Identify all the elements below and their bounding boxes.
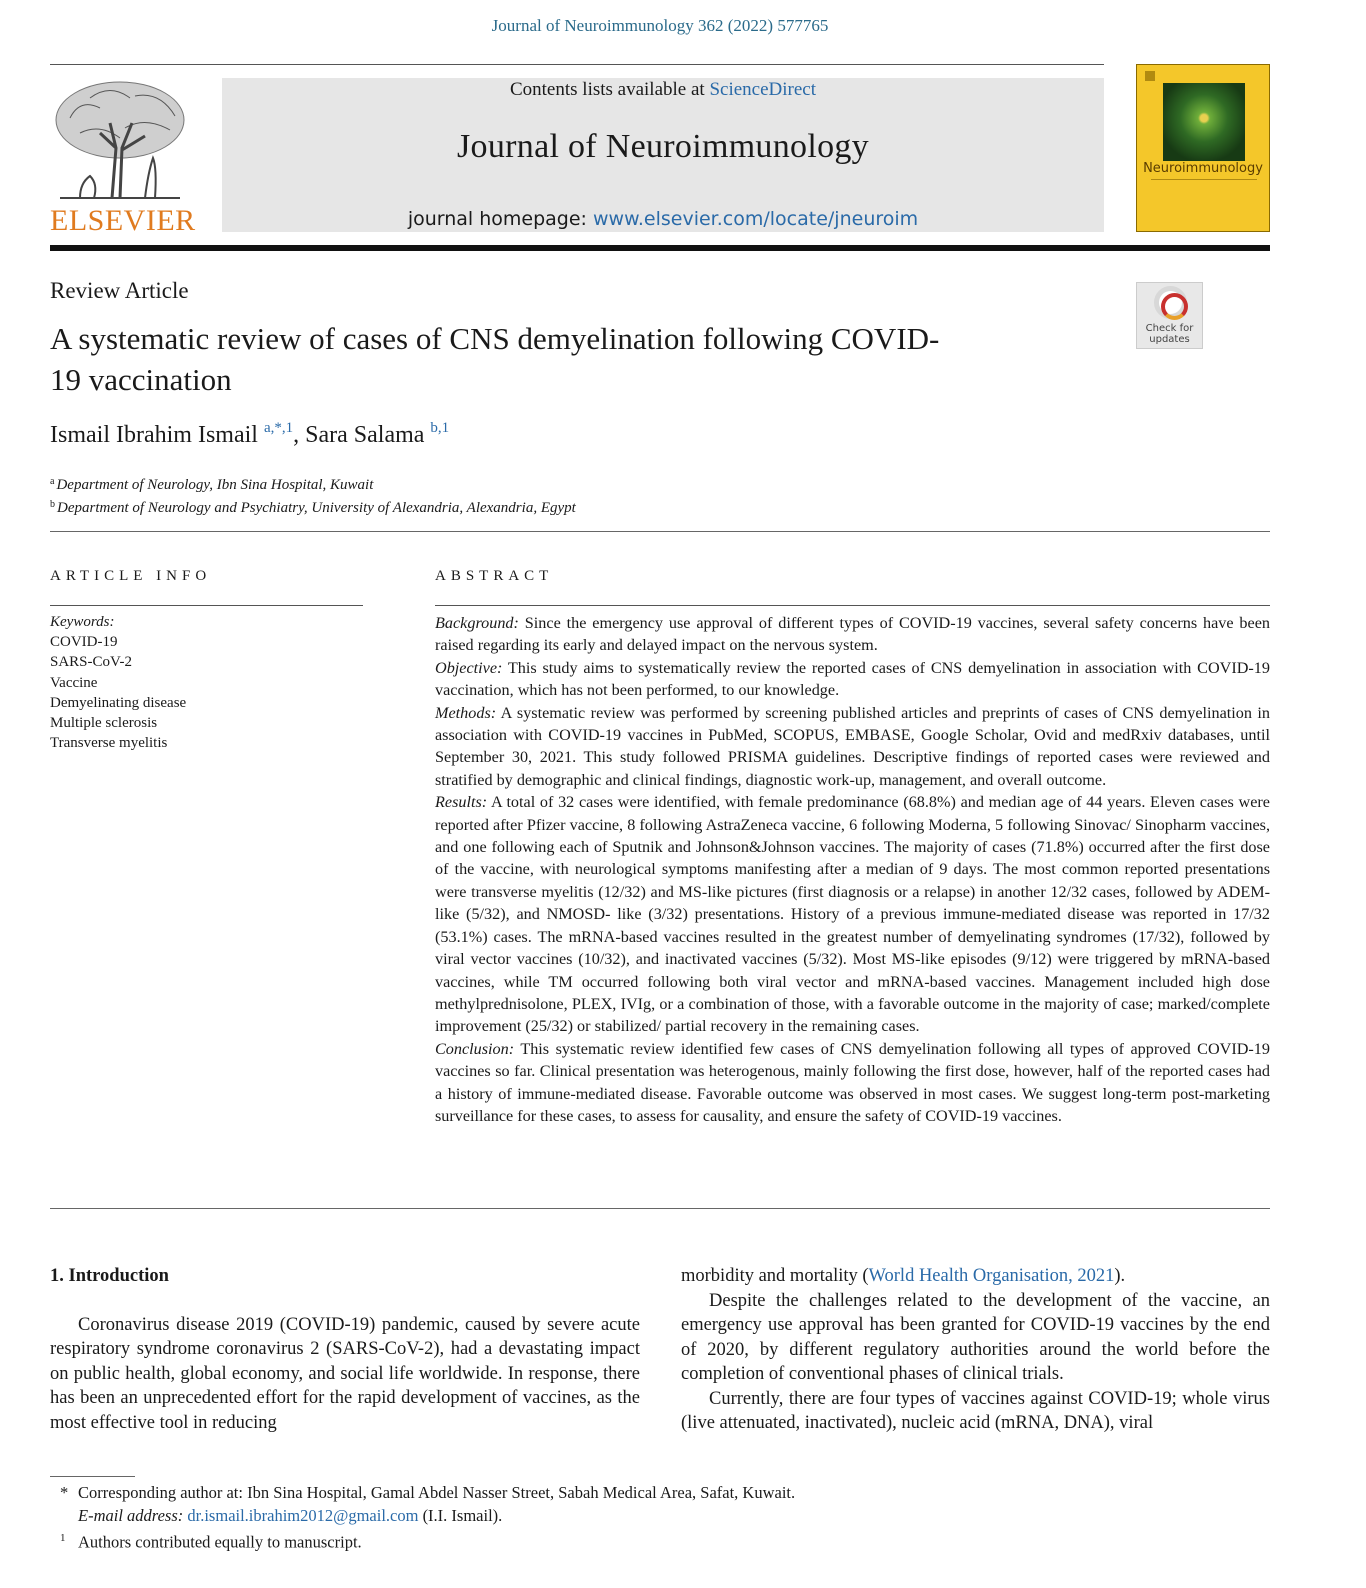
body-paragraph-continuation: morbidity and mortality (World Health Organisation, 2021). [681,1266,1126,1286]
author-name: Ismail Ibrahim Ismail [50,422,258,448]
author-affiliation-link[interactable]: a,*,1 [263,420,294,436]
check-for-updates-button[interactable] [1136,282,1203,349]
affiliation-item: $^b$ Department of Neurology and Psychiatry, University of Alexandria, Alexandria, Egypt [50,499,576,516]
journal-title: Journal of Neuroimmunology [457,128,869,165]
section-heading-introduction: 1. Introduction [50,1266,169,1286]
abstract-conclusion: Conclusion: This systematic review identified few cases of CNS demyelination following all types of approved COVID-19 vaccines so far. Clinical presentation was heterogenous, mainly following the first dose, however, half of the reported cases had a history of immune-mediated disease. Favorable outcome was observed in most cases. We suggest long-term post-marketing surveillance for these cases, to assess for causality, and ensure the safety of COVID-19 vaccines. [435,1039,1270,1125]
cover-title: Neuroimmunology [1143,161,1263,176]
header-bottom-rule [50,245,1270,251]
sciencedirect-link[interactable]: ScienceDirect [709,79,817,100]
abstract-background: Background: Since the emergency use approval of different types of COVID-19 vaccines, several safety concerns have been raised regarding its early and delayed impact on the nervous system. [435,614,1270,655]
keyword-item: Vaccine [50,674,98,691]
citation-link[interactable]: World Health Organisation, 2021 [868,1266,1115,1286]
abstract-rule [435,605,1270,606]
crossmark-icon [1154,286,1187,319]
running-head[interactable]: Journal of Neuroimmunology 362 (2022) 577765 [491,16,829,35]
abstract-objective: Objective: This study aims to systematically review the reported cases of CNS demyelination in association with COVID-19 vaccination, which has not been performed, to our knowledge. [435,658,1270,700]
check-for-updates-label: Check for updates [1145,323,1194,345]
article-info-heading: ARTICLE INFO [50,568,212,584]
footnote-email: E-mail address: dr.ismail.ibrahim2012@gmail.com (I.I. Ismail). [78,1505,503,1525]
article-info-rule [50,605,363,606]
affiliation-item: $^a$ Department of Neurology, Ibn Sina Hospital, Kuwait [50,476,374,493]
abstract-heading: ABSTRACT [435,568,554,584]
abstract-bottom-rule [50,1208,1270,1209]
contents-line [222,78,1104,102]
abstract-results: Results: A total of 32 cases were identified, with female predominance (68.8%) and median age of 44 years. Eleven cases were reported after Pfizer vaccine, 8 following AstraZeneca vaccine, 6 following Moderna, 5 following Sinovac/ Sinopharm vaccines, and one following each of Sputnik and Johnson&Johnson vaccines. The majority of cases (71.8%) occurred after the first dose of the vaccine, with neurological symptoms manifesting after a median of 9 days. The most common reported presentations were transverse myelitis (12/32) and MS-like pictures (first diagnosis or a relapse) in another 12/32 cases, followed by ADEM- like (5/32), and NMOSD- like (3/32) presentations. History of a previous immune-mediated disease was reported in 17/32 (53.1%) cases. The mRNA-based vaccines resulted in the greatest number of demyelinating syndromes (17/32), followed by viral vector vaccines (10/32), and inactivated vaccines (5/32). Most MS-like episodes (9/12) were triggered by mRNA-based vaccines, while TM occurred following both viral vector and mRNA-based vaccines. Management included high dose methylprednisolone, PLEX, IVIg, or a combination of those, with a favorable outcome in the majority of case; marked/complete improvement (25/32) or stabilized/ partial recovery in the remaining cases. [435,793,1270,1036]
journal-cover-thumbnail[interactable] [1136,64,1270,232]
author-separator: , [293,422,306,448]
tree-of-knowledge-icon [50,78,190,202]
footnote-contribution: $^1$ Authors contributed equally to manuscript. [60,1532,362,1552]
keywords-label: Keywords: [50,614,115,630]
affiliations [50,472,576,518]
keywords-list [50,612,186,753]
cover-divider [1151,179,1257,180]
homepage-prefix: journal homepage: [407,208,593,230]
homepage-line [222,208,1104,230]
journal-masthead [222,78,1104,232]
footnotes [60,1482,795,1554]
body-paragraph: Despite the challenges related to the development of the vaccine, an emergency use approval has been granted for COVID-19 vaccines by the end of 2020, by different regulatory authorities around the world before the completion of conventional phases of clinical trials. [681,1290,1270,1384]
article-type: Review Article [50,278,189,303]
body-paragraph: Currently, there are four types of vaccines against COVID-19; whole virus (live attenuated, inactivated), nucleic acid (mRNA, DNA), viral [681,1388,1270,1433]
body-column-left [50,1264,640,1435]
keyword-item: SARS-CoV-2 [50,654,132,671]
journal-homepage-link[interactable]: www.elsevier.com/locate/jneuroim [593,208,919,230]
body-column-right [681,1264,1270,1436]
publisher-wordmark: ELSEVIER [50,204,196,237]
author-name: Sara Salama [305,422,425,448]
abstract-body [435,612,1270,1127]
cover-image [1163,83,1245,161]
author-affiliation-link[interactable]: b,1 [430,420,450,436]
section-divider [50,531,1270,532]
elsevier-mini-icon [1145,71,1155,81]
keyword-item: Transverse myelitis [50,735,168,752]
author-list [50,420,449,449]
contents-prefix: Contents lists available at [509,79,710,100]
elsevier-logo[interactable] [50,78,196,238]
email-link[interactable]: dr.ismail.ibrahim2012@gmail.com [187,1505,419,1525]
keyword-item: COVID-19 [50,634,118,651]
article-title: A systematic review of cases of CNS demyelination following COVID-19 vaccination [50,321,940,397]
footnote-corresponding: * Corresponding author at: Ibn Sina Hospital, Gamal Abdel Nasser Street, Sabah Medical Area, Safat, Kuwait. [60,1483,796,1502]
body-paragraph: Coronavirus disease 2019 (COVID-19) pandemic, caused by severe acute respiratory syndrome coronavirus 2 (SARS-CoV-2), had a devastating impact on public health, global economy, and social life worldwide. In response, there has been an unprecedented effort for the rapid development of vaccines, as the most effective tool in reducing [50,1314,640,1433]
footnote-rule [50,1476,135,1477]
header-top-rule [50,64,1104,65]
keyword-item: Multiple sclerosis [50,715,158,732]
keyword-item: Demyelinating disease [50,694,187,711]
abstract-methods: Methods: A systematic review was performed by screening published articles and preprints of cases of CNS demyelination in association with COVID-19 vaccines in PubMed, SCOPUS, EMBASE, Google Scholar, Ovid and medRxiv databases, until September 30, 2021. This study followed PRISMA guidelines. Descriptive findings of reported cases were reviewed and stratified by demographic and clinical findings, diagnostic work-up, management, and overall outcome. [435,703,1270,789]
